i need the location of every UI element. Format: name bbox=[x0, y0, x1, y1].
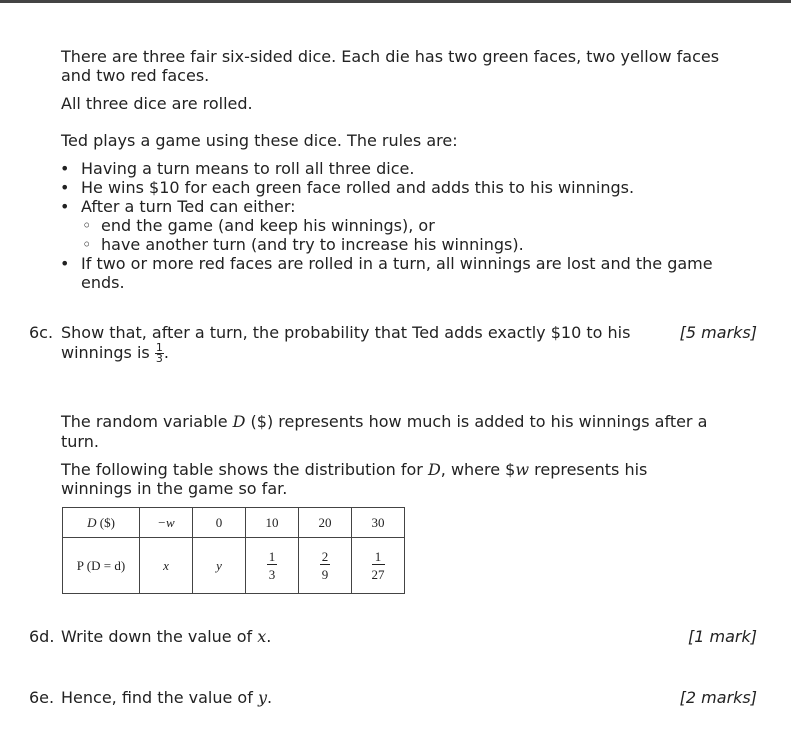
random-variable-line-2: turn. bbox=[61, 432, 99, 451]
table-intro-pre: The following table shows the distribution for bbox=[61, 460, 428, 479]
fraction-denominator: 3 bbox=[155, 352, 163, 365]
intro-line-4: Ted plays a game using these dice. The rules are: bbox=[61, 131, 458, 150]
random-variable-line-1 bbox=[61, 412, 761, 431]
prob-30 bbox=[352, 538, 405, 594]
distribution-table bbox=[62, 507, 405, 594]
fraction-one-third bbox=[155, 343, 164, 364]
intro-line-1: There are three fair six-sided dice. Each die has two green faces, two yellow faces bbox=[61, 47, 720, 66]
bullet-icon: • bbox=[60, 159, 70, 178]
table-probability-row bbox=[63, 538, 405, 594]
prob-20 bbox=[299, 538, 352, 594]
var-w: w bbox=[515, 460, 530, 479]
header-10: 10 bbox=[246, 508, 299, 538]
sub-bullet-icon: ◦ bbox=[82, 235, 92, 254]
fraction bbox=[372, 549, 385, 582]
sub-bullet-icon: ◦ bbox=[82, 216, 92, 235]
rule-3-text: After a turn Ted can either: bbox=[81, 197, 296, 216]
header-var-d: D bbox=[87, 514, 97, 530]
question-6c-label: 6c. bbox=[29, 323, 54, 342]
fraction bbox=[320, 549, 331, 582]
bullet-icon: • bbox=[60, 254, 70, 273]
rule-4-line-2: ends. bbox=[81, 273, 125, 292]
rule-4-text bbox=[81, 254, 761, 292]
fraction-denominator: 9 bbox=[321, 566, 329, 582]
prob-x: x bbox=[140, 538, 193, 594]
header-minus-w: −w bbox=[140, 508, 193, 538]
var-d: D bbox=[427, 460, 441, 479]
question-6d-period: . bbox=[266, 627, 272, 646]
var-d: D bbox=[232, 412, 246, 431]
question-6e-marks: [2 marks] bbox=[679, 688, 757, 707]
table-intro-line-1 bbox=[61, 460, 761, 479]
intro-line-2: and two red faces. bbox=[61, 66, 210, 85]
probability-label: P (D = d) bbox=[63, 538, 140, 594]
var-x: x bbox=[257, 627, 267, 646]
rule-3-option-b-text: have another turn (and try to increase his winnings). bbox=[101, 235, 524, 254]
header-0: 0 bbox=[193, 508, 246, 538]
header-label bbox=[63, 508, 140, 538]
table-intro-post: represents his bbox=[529, 460, 648, 479]
bullet-icon: • bbox=[60, 197, 70, 216]
header-unit: ($) bbox=[96, 514, 115, 530]
table-intro-mid: , where $ bbox=[440, 460, 516, 479]
prob-10 bbox=[246, 538, 299, 594]
question-6c-marks: [5 marks] bbox=[679, 323, 757, 342]
fraction bbox=[267, 549, 278, 582]
question-6c-period: . bbox=[163, 343, 169, 362]
fraction-denominator: 3 bbox=[268, 566, 276, 582]
bullet-icon: • bbox=[60, 178, 70, 197]
question-6e-period: . bbox=[266, 688, 273, 707]
random-variable-post: ($) represents how much is added to his winnings after a bbox=[245, 412, 708, 431]
question-6c-line-2-text: winnings is bbox=[61, 343, 150, 362]
question-6c-line-1: Show that, after a turn, the probability that Ted adds exactly $10 to his bbox=[61, 323, 631, 342]
header-20: 20 bbox=[299, 508, 352, 538]
rule-4-line-1: If two or more red faces are rolled in a turn, all winnings are lost and the game bbox=[81, 254, 713, 273]
rule-2-text: He wins $10 for each green face rolled and adds this to his winnings. bbox=[81, 178, 635, 197]
prob-y: y bbox=[193, 538, 246, 594]
table-header-row bbox=[63, 508, 405, 538]
fraction-numerator: 1 bbox=[268, 548, 276, 564]
intro-line-3: All three dice are rolled. bbox=[61, 94, 253, 113]
top-border bbox=[0, 0, 791, 3]
question-6e-text bbox=[61, 688, 761, 707]
random-variable-pre: The random variable bbox=[61, 412, 233, 431]
question-6e-label: 6e. bbox=[29, 688, 55, 707]
question-6e-prompt: Hence, find the value of bbox=[61, 688, 258, 707]
fraction-numerator: 1 bbox=[155, 341, 163, 354]
question-6d-marks: [1 mark] bbox=[688, 627, 757, 646]
var-y: y bbox=[257, 688, 267, 707]
fraction-denominator: 27 bbox=[371, 566, 385, 582]
rule-1-text: Having a turn means to roll all three dice. bbox=[81, 159, 415, 178]
question-6d-prompt: Write down the value of bbox=[61, 627, 258, 646]
table-intro-line-2: winnings in the game so far. bbox=[61, 479, 288, 498]
question-6c-line-2 bbox=[61, 343, 761, 364]
rule-3-option-a-text: end the game (and keep his winnings), or bbox=[101, 216, 435, 235]
question-6d-text bbox=[61, 627, 761, 646]
fraction-numerator: 1 bbox=[372, 549, 385, 565]
header-30: 30 bbox=[352, 508, 405, 538]
question-6d-label: 6d. bbox=[29, 627, 55, 646]
fraction-numerator: 2 bbox=[321, 548, 329, 564]
